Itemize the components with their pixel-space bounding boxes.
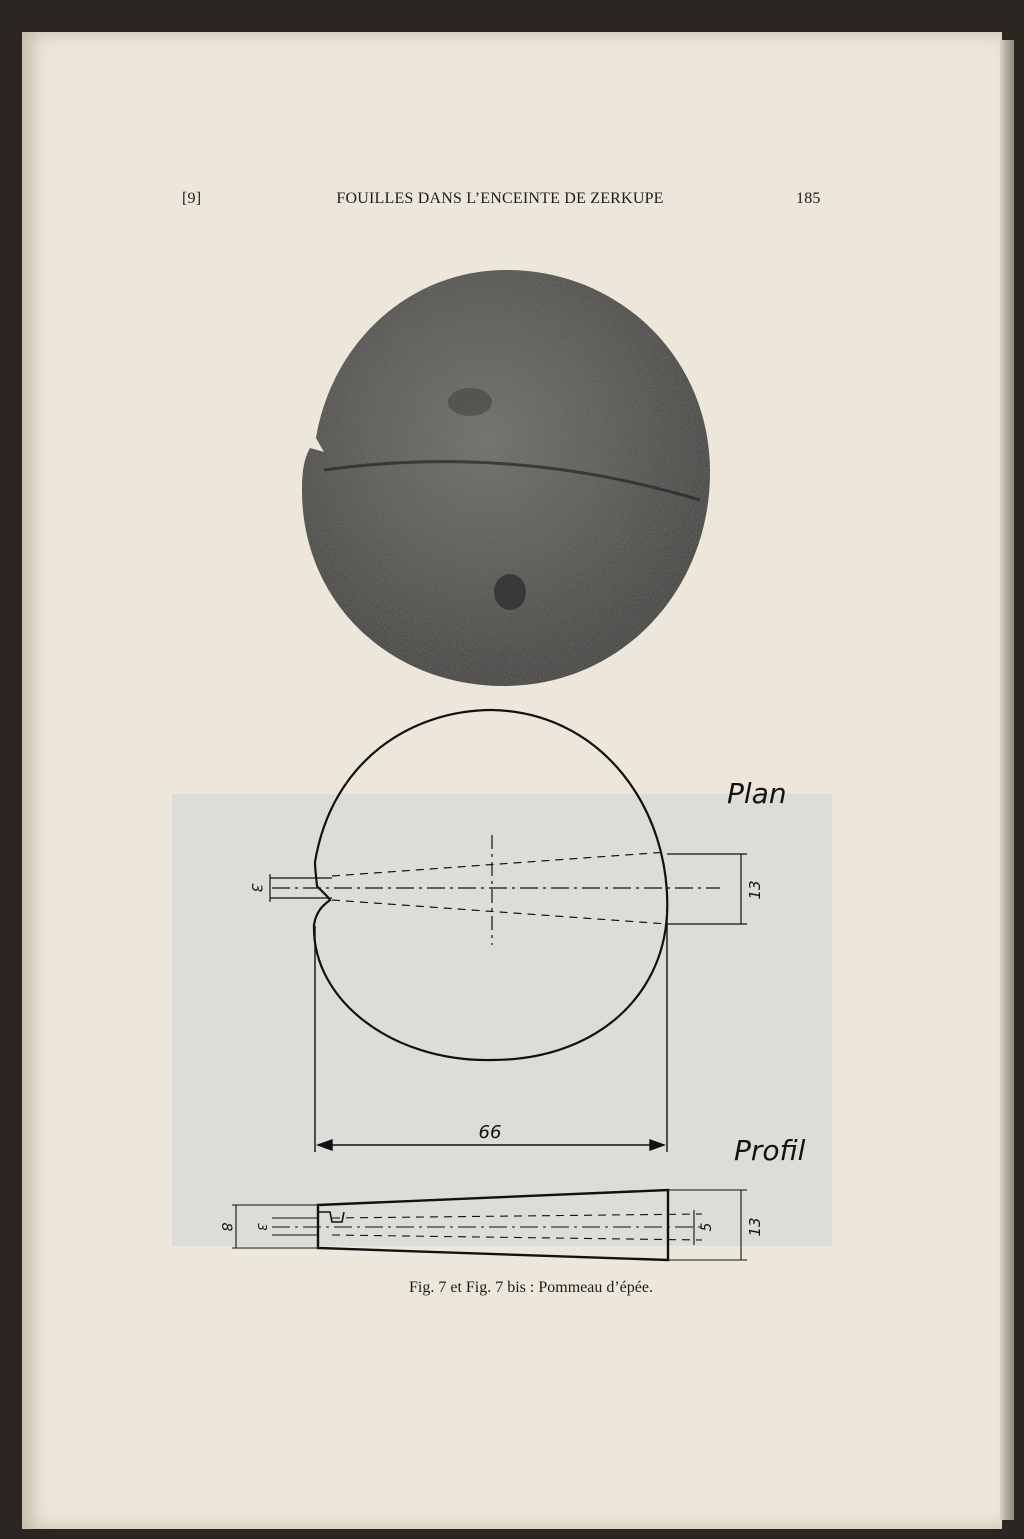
dim-diameter: 66 — [478, 1122, 502, 1143]
page-edge — [1000, 40, 1014, 1520]
pommel-disc — [302, 270, 710, 686]
page-number: 185 — [796, 190, 821, 207]
running-title: FOUILLES DANS L’ENCEINTE DE ZERKUPE — [336, 190, 664, 207]
profile-label: Profil — [734, 1134, 806, 1167]
plan-label: Plan — [727, 777, 787, 810]
dim-hole-profile: 3 — [255, 1223, 269, 1231]
dim-inner-right: 5 — [699, 1222, 715, 1232]
pommel-photograph — [290, 262, 722, 694]
drawing-background — [172, 794, 832, 1246]
dim-hole-plan: 3 — [248, 883, 264, 893]
dim-outer-left: 8 — [218, 1222, 234, 1232]
dim-height-profile: 13 — [746, 1217, 764, 1237]
figure-caption: Fig. 7 et Fig. 7 bis : Pommeau d’épée. — [409, 1279, 653, 1296]
dim-height-plan: 13 — [746, 880, 764, 900]
pommel-drawing — [172, 700, 832, 1270]
pommel-dark-spot — [494, 574, 526, 610]
pommel-stain — [448, 388, 492, 416]
section-number: [9] — [182, 190, 202, 207]
